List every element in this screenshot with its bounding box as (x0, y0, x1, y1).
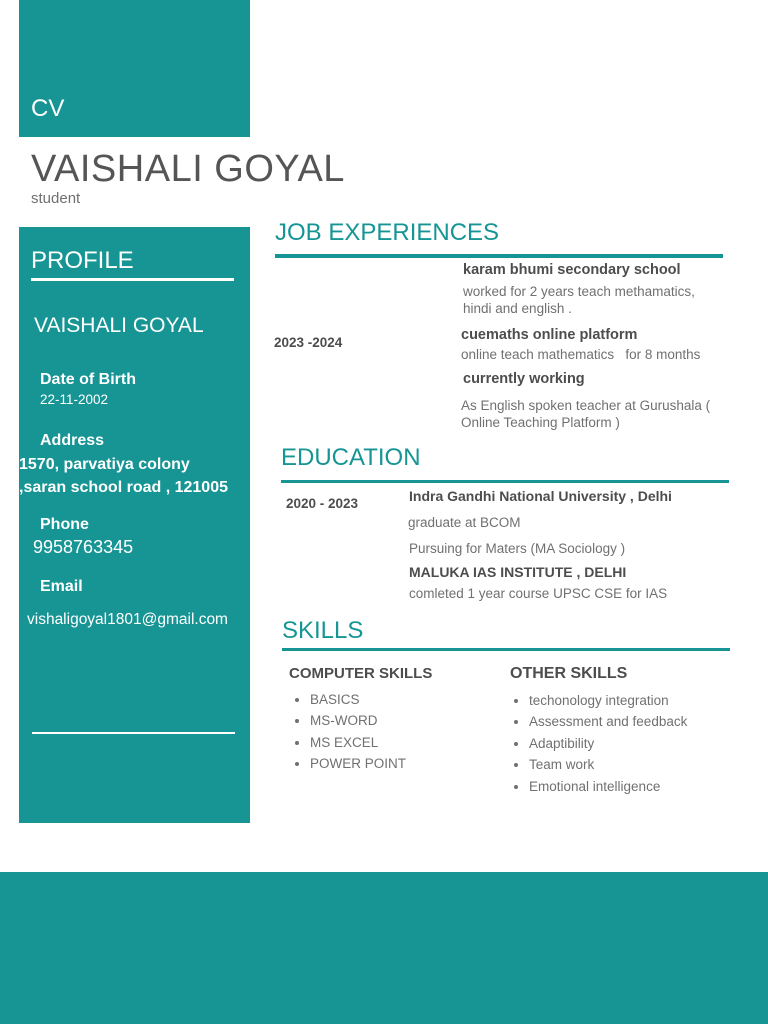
footer-band (0, 872, 768, 1024)
job-title-3: currently working (463, 371, 585, 387)
list-item: • POWER POINT (310, 753, 406, 774)
other-skills-list (509, 690, 687, 797)
list-item: • Team work (529, 754, 687, 775)
dob-label: Date of Birth (40, 371, 136, 388)
phone-label: Phone (40, 516, 89, 533)
list-item: • MS EXCEL (310, 732, 406, 753)
dob-value: 22-11-2002 (40, 392, 109, 407)
sidebar-bottom-divider (32, 732, 235, 734)
skills-heading: SKILLS (282, 617, 364, 644)
job-desc-3: As English spoken teacher at Gurushala ( Online Teaching Platform ) (461, 398, 711, 430)
phone-value: 9958763345 (33, 537, 134, 557)
education-course: comleted 1 year course UPSC CSE for IAS (409, 586, 668, 601)
cv-header-block (19, 0, 250, 137)
candidate-name: VAISHALI GOYAL (31, 148, 345, 190)
education-degree: graduate at BCOM (408, 515, 521, 530)
job-period: 2023 -2024 (274, 335, 343, 350)
list-item: • BASICS (310, 689, 406, 710)
list-item: • Emotional intelligence (529, 776, 687, 797)
candidate-role: student (31, 190, 81, 207)
computer-skills-heading: COMPUTER SKILLS (289, 665, 433, 682)
email-value[interactable]: vishaligoyal1801@gmail.com (27, 611, 228, 628)
profile-name: VAISHALI GOYAL (34, 314, 204, 337)
profile-sidebar (19, 227, 250, 823)
email-label: Email (40, 578, 83, 595)
list-item: • Assessment and feedback (529, 711, 687, 732)
education-institute: MALUKA IAS INSTITUTE , DELHI (409, 564, 627, 580)
address-line-2: ,saran school road , 121005 (19, 479, 228, 496)
education-period: 2020 - 2023 (286, 496, 359, 511)
education-divider (281, 480, 729, 483)
cv-label: CV (31, 95, 65, 122)
profile-divider (31, 278, 234, 281)
list-item: • techonology integration (529, 690, 687, 711)
computer-skills-list (290, 689, 406, 775)
list-item: • Adaptibility (529, 733, 687, 754)
address-line-1: 1570, parvatiya colony (19, 456, 190, 473)
job-title-2: cuemaths online platform (461, 327, 638, 343)
skills-divider (282, 648, 730, 651)
job-desc-1: worked for 2 years teach methamatics, hindi and english . (463, 284, 695, 316)
education-heading: EDUCATION (281, 444, 421, 471)
profile-heading: PROFILE (31, 247, 134, 274)
job-divider (275, 254, 723, 258)
address-label: Address (40, 432, 105, 449)
education-pursuing: Pursuing for Maters (MA Sociology ) (409, 541, 626, 556)
other-skills-heading: OTHER SKILLS (510, 665, 628, 682)
job-desc-2: online teach mathematics for 8 months (461, 347, 701, 362)
list-item: • MS-WORD (310, 710, 406, 731)
education-university: Indra Gandhi National University , Delhi (409, 488, 672, 504)
job-title-1: karam bhumi secondary school (463, 262, 681, 278)
job-experiences-heading: JOB EXPERIENCES (275, 219, 500, 246)
